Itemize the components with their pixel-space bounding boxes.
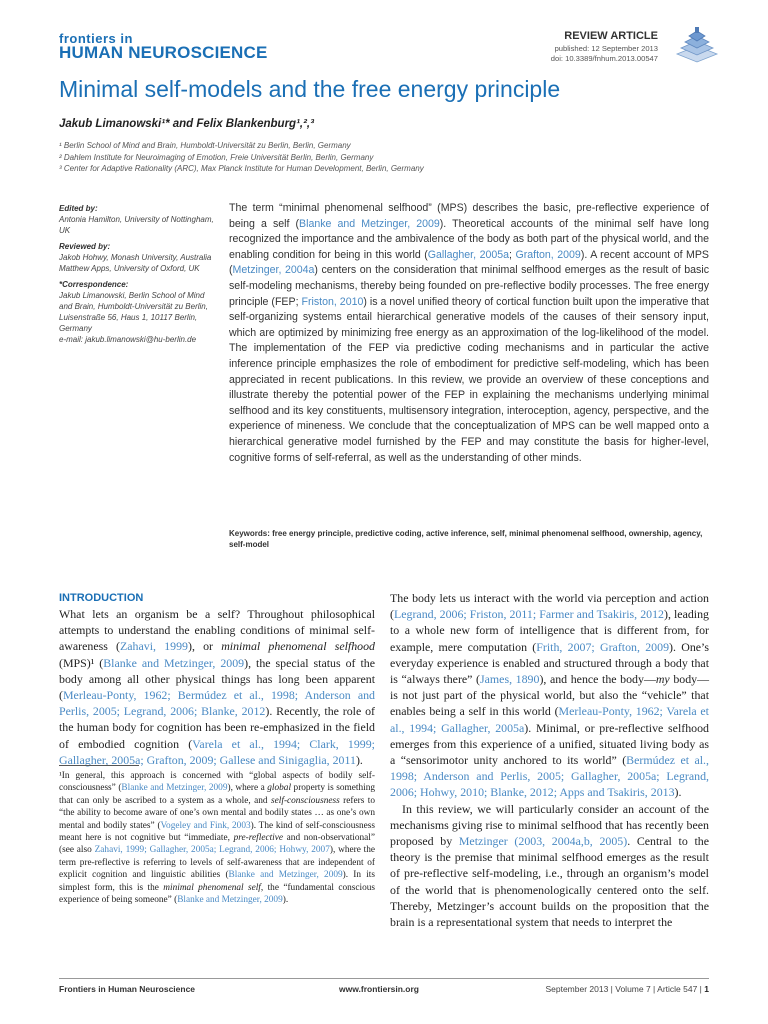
frontiers-stack-logo-icon [673,26,721,64]
footer-website-link[interactable]: www.frontiersin.org [339,984,419,994]
reviewed-by-label: Reviewed by: [59,242,111,251]
citation-link[interactable]: Blanke and Metzinger, 2009 [121,783,228,794]
citation-link[interactable]: Zahavi, 1999 [120,639,188,654]
citation-link[interactable]: Blanke and Metzinger, 2009 [103,655,245,670]
page-number: 1 [704,984,709,994]
citation-link[interactable]: Frith, 2007; Grafton, 2009 [536,639,670,654]
keywords: Keywords: free energy principle, predictive coding, active inference, self, minimal phenomenal selfhood, ownership, agency, self-model [229,529,703,549]
publication-info [551,44,658,64]
article-title: Minimal self-models and the free energy principle [59,76,561,102]
footnote-1: ¹In general, this approach is concerned with “global aspects of bodily self-consciousness” (Blanke and Metzinger, 2009), where a global property is something that can only be ascribed to a system as a whole, and self-consciousness refers to “the ability to become aware of one’s own mental and bodily states … as one’s own mental and bodily states” (Vogeley and Fink, 2003). The kind of self-consciousness meant here is not cognitive but “immediate, pre-reflective and non-observational” (see also Zahavi, 1999; Gallagher, 2005a; Legrand, 2006; Hohwy, 2007), where the term pre-reflective is referring to levels of self-awareness that are independent of explicit cognition and linguistic abilities (Blanke and Metzinger, 2009). In its simplest form, this is the minimal phenomenal self, the “fundamental conscious experience of being someone” (Blanke and Metzinger, 2009). [59,771,376,906]
footer-divider [59,978,709,979]
citation-link[interactable]: Varela et al., 1994; Clark, 1999; Gallagher, 2005a; Grafton, 2009; Gallese and Sinigaglia, 2011 [59,736,375,767]
citation-link[interactable]: Gallagher, 2005a [427,248,510,261]
paragraph: The body lets us interact with the world via perception and action (Legrand, 2006; Friston, 2011; Farmer and Tsakiris, 2012), leading to a whole new form of intelligence that is different from, for example, mere computation (Frith, 2007; Grafton, 2009). One’s everyday experience is enabled and structured through a body that is “always there” (James, 1890), and hence the body—my body—is not just part of the physical world, but also the “vehicle” that enables being a self in this world (Merleau-Ponty, 1962; Varela et al., 1994; Gallagher, 2005a). Minimal, or pre-reflective selfhood emerges from this experience of a unified, situated living body as a “sensorimotor unity anchored to its world” (Bermúdez et al., 1998; Anderson and Perlis, 2005; Gallagher, 2005a; Legrand, 2006; Hohwy, 2010; Blanke, 2012; Apps and Tsakiris, 2013). [390,591,709,800]
footer-journal: Frontiers in Human Neuroscience [59,984,196,994]
affiliation-1: ¹ Berlin School of Mind and Brain, Humboldt-Universität zu Berlin, Berlin, Germany [59,141,351,150]
journal-name-line1: frontiers in [59,31,133,46]
reviewer-2: Matthew Apps, University of Oxford, UK [59,264,200,273]
citation-link[interactable]: Metzinger, 2004a [232,264,315,277]
citation-link[interactable]: Blanke and Metzinger, 2009 [228,870,343,881]
correspondence-email[interactable]: e-mail: jakub.limanowski@hu-berlin.de [59,335,197,344]
citation-link[interactable]: Vogeley and Fink, 2003 [160,820,251,831]
paragraph: In this review, we will particularly consider an account of the mechanisms giving rise to minimal selfhood that has recently been proposed by Metzinger (2003, 2004a,b, 2005). Central to the theory is the premise that minimal selfhood emerges as the result of pre-reflective self-modeling, i.e., through an organism’s model of the world that is phenomenologically centered onto the self. Thereby, Metzinger’s account builds on the proposition that the brain is a representational system that needs to interpret the [390,801,709,930]
citation-link[interactable]: Zahavi, 1999; Gallagher, 2005a; Legrand, 2006; Hohwy, 2007 [94,845,330,856]
affiliation-2: ² Dahlem Institute for Neuroimaging of Emotion, Freie Universität Berlin, Berlin, Germany [59,152,374,162]
citation-link[interactable]: James, 1890 [480,672,540,687]
footer-issue-info: September 2013 | Volume 7 | Article 547 | 1 [545,984,709,994]
citation-link[interactable]: Blanke and Metzinger, 2009 [177,895,283,906]
citation-link[interactable]: Grafton, 2009 [515,248,581,261]
citation-link[interactable]: Friston, 2010 [301,295,364,308]
citation-link[interactable]: Legrand, 2006; Friston, 2011; Farmer and Tsakiris, 2012 [393,607,664,622]
edited-by-text: Antonia Hamilton, University of Nottingham, UK [59,215,214,235]
article-type: REVIEW ARTICLE [564,30,658,42]
correspondence-label: *Correspondence: [59,280,129,289]
reviewer-1: Jakob Hohwy, Monash University, Australia [59,253,212,262]
doi: doi: 10.3389/fnhum.2013.00547 [550,54,658,63]
published-date: published: 12 September 2013 [554,44,658,53]
paragraph: What lets an organism be a self? Throughout philosophical attempts to understand the enabling conditions of minimal self-awareness (Zahavi, 1999), or minimal phenomenal selfhood (MPS)¹ (Blanke and Metzinger, 2009), the special status of the body among all other physical things has long been apparent (Merleau-Ponty, 1962; Bermúdez et al., 1998; Anderson and Perlis, 2005; Legrand, 2006; Blanke, 2012). Recently, the role of the human body for cognition has been re-emphasized in the field of embodied cognition (Varela et al., 1994; Clark, 1999; Gallagher, 2005a; Grafton, 2009; Gallese and Sinigaglia, 2011). [59,607,375,767]
citation-link[interactable]: Blanke and Metzinger, 2009 [299,217,440,230]
footnote-divider [59,765,139,766]
journal-name-line2: HUMAN NEUROSCIENCE [59,43,268,62]
intro-column-2 [390,590,709,930]
abstract: The term “minimal phenomenal selfhood” (MPS) describes the basic, pre-reflective experience of being a self (Blanke and Metzinger, 2009). Theoretical accounts of the minimal self have long recognized the importance and the ambivalence of the body as both part of the physical world, and the enabling condition for being in this world (Gallagher, 2005a; Grafton, 2009). A recent account of MPS (Metzinger, 2004a) centers on the consideration that minimal selfhood emerges as the result of basic self-modeling mechanisms, thereby being founded on pre-reflective bodily processes. The free energy principle (FEP; Friston, 2010) is a novel unified theory of cortical function built upon the imperative that self-organizing systems entail hierarchical generative models of the causes of their sensory input, which are optimized by minimizing free energy as an approximation of the log-likelihood of the model. The implementation of the FEP via predictive coding mechanisms and in particular the active inference principle emphasizes the role of embodiment for predictive self-modeling, which has been appreciated in recent publications. In this review, we provide an overview of these conceptions and illustrate thereby the potential power of the FEP in explaining the mechanisms underlying minimal selfhood and its key constituents, multisensory integration, interoception, agency, perspective, and the experience of mineness. We conclude that the conceptualization of MPS can be well mapped onto a hierarchical generative model furnished by the FEP and may constitute the basis for higher-level, cognitive forms of self-referral, as well as the understanding of other minds. [229,202,709,464]
affiliations [59,140,424,175]
citation-link[interactable]: Merleau-Ponty, 1962; Varela et al., 1994; Gallagher, 2005a [390,704,709,735]
edited-by-label: Edited by: [59,204,98,213]
citation-link[interactable]: Bermúdez et al., 1998; Anderson and Perlis, 2005; Gallagher, 2005a; Legrand, 2006; Hohwy, 2010; Blanke, 2012; Apps and Tsakiris, 2013 [390,753,709,800]
editorial-sidebar [59,203,219,345]
authors: Jakub Limanowski¹* and Felix Blankenburg¹,²,³ [59,118,314,130]
correspondence-text: Jakub Limanowski, Berlin School of Mind and Brain, Humboldt-Universität zu Berlin, Luisenstraße 56, Haus 1, 10117 Berlin, Germany [59,291,208,333]
citation-link[interactable]: Merleau-Ponty, 1962; Bermúdez et al., 1998; Anderson and Perlis, 2005; Legrand, 2006; Blanke, 2012 [59,688,375,719]
citation-link[interactable]: Metzinger (2003, 2004a,b, 2005) [458,834,628,849]
affiliation-3: ³ Center for Adaptive Rationality (ARC), Max Planck Institute for Human Development, Berlin, Germany [59,164,424,173]
section-heading-introduction: INTRODUCTION [59,592,144,604]
intro-column-1 [59,590,375,768]
